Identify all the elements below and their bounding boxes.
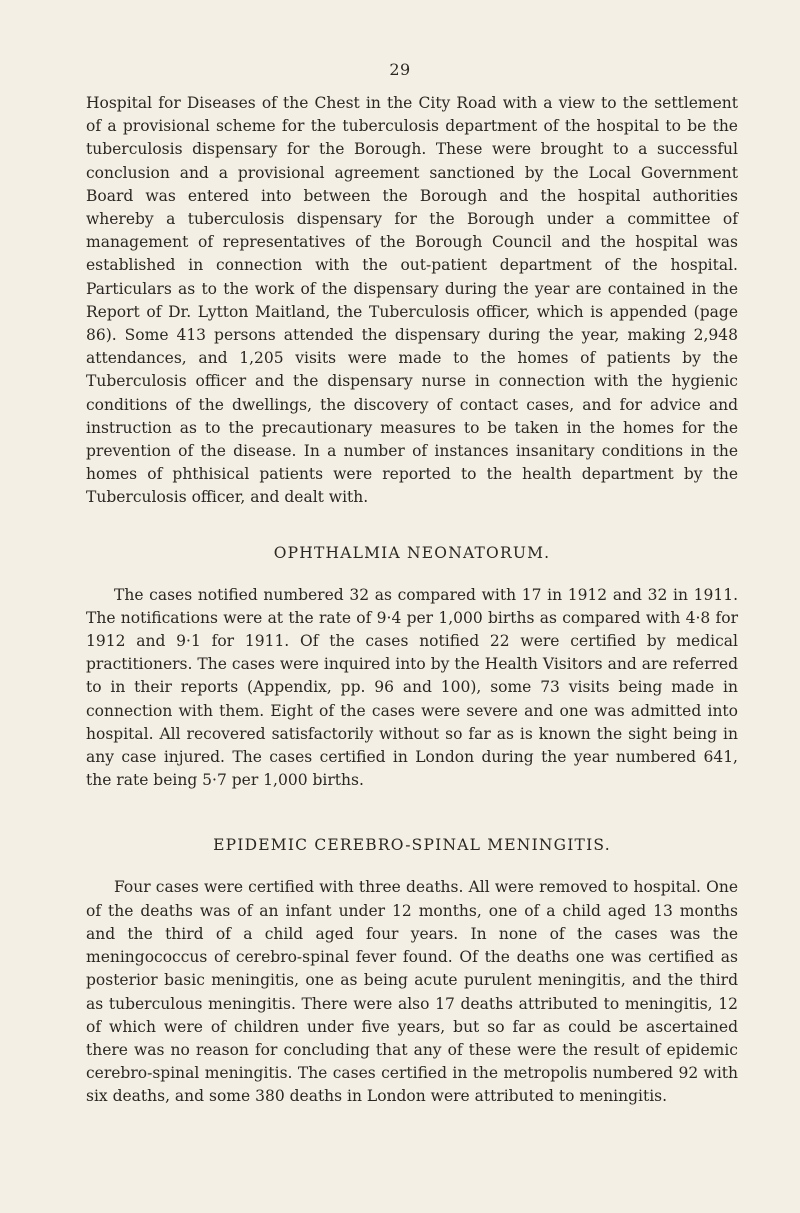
page-number: 29 [389,60,411,79]
meningitis-paragraph: Four cases were certified with three deaths. All were removed to hospital. One of the deaths was of an infant under 12 months, one of a child aged 13 months and the third of a child aged four years. In none of the cases was the meningococcus of cerebro-spinal fever found. Of the deaths one was certified as posterior basic meningitis, one as being acute purulent meningitis, and the third as tuberculous meningitis. There were also 17 deaths attributed to meningitis, 12 of which were of children under five years, but so far as could be ascertained there was no reason for concluding that any of these were the result of epidemic cerebro-spinal meningitis. The cases certified in the metropolis numbered 92 with six deaths, and some 380 deaths in London were attributed to meningitis. [86,878,738,1106]
ophthalmia-heading: OPHTHALMIA NEONATORUM. [273,543,551,562]
ophthalmia-paragraph: The cases notified numbered 32 as compared with 17 in 1912 and 32 in 1911. The notifications were at the rate of 9·4 per 1,000 births as compared with 4·8 for 1912 and 9·1 for 1911. Of the cases notified 22 were certified by medical practitioners. The cases were inquired into by the Health Visitors and are referred to in their reports (Appendix, pp. 96 and 100), some 73 visits being made in connection with them. Eight of the cases were severe and one was admitted into hospital. All recovered satisfactorily without so far as is known the sight being in any case injured. The cases certified in London during the year numbered 641, the rate being 5·7 per 1,000 births. [86,585,738,790]
meningitis-heading: EPIDEMIC CEREBRO-SPINAL MENINGITIS. [213,836,611,855]
intro-paragraph: Hospital for Diseases of the Chest in the City Road with a view to the settlement of a provisional scheme for the tuberculosis department of the hospital to be the tuberculosis dispensary for the Borough. These were brought to a successful conclusion and a provisional agreement sanctioned by the Local Government Board was entered into between the Borough and the hospital authorities whereby a tuberculosis dispensary for the Borough under a committee of management of representatives of the Borough Council and the hospital was established in connection with the out-patient department of the hospital. Particulars as to the work of the dispensary during the year are contained in the Report of Dr. Lytton Maitland, the Tuberculosis officer, which is appended (page 86). Some 413 persons attended the dispensary during the year, making 2,948 attendances, and 1,205 visits were made to the homes of patients by the Tuberculosis officer and the dispensary nurse in connection with the hygienic conditions of the dwellings, the discovery of contact cases, and for advice and instruction as to the precautionary measures to be taken in the homes for the prevention of the disease. In a number of instances insanitary conditions in the homes of phthisical patients were reported to the health department by the Tuberculosis officer, and dealt with. [86,94,738,507]
document-body [86,92,738,1109]
